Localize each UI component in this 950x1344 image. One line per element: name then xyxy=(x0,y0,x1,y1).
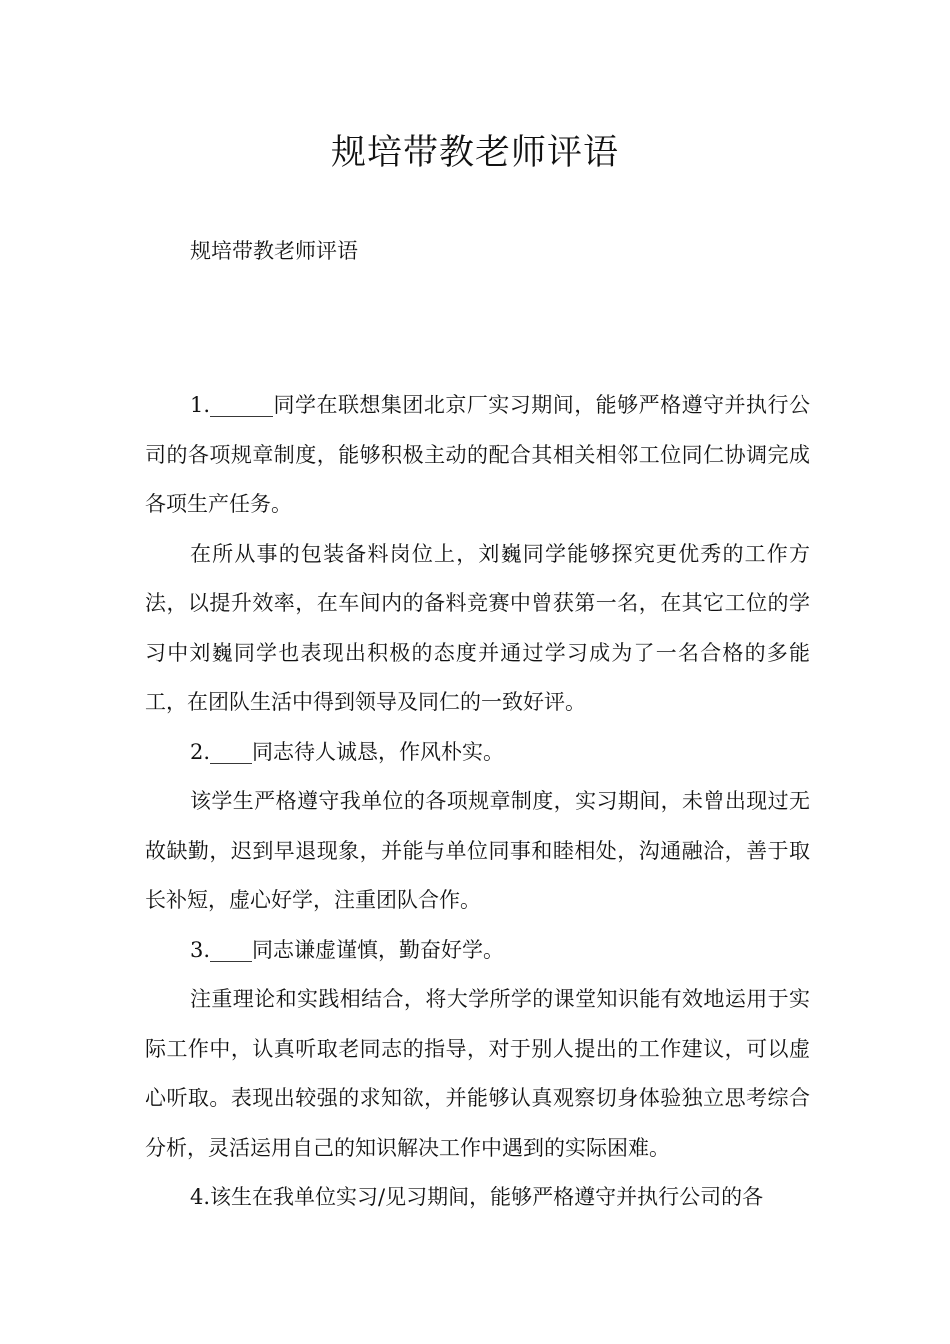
paragraph-5: 3.____同志谦虚谨慎，勤奋好学。 xyxy=(190,937,505,962)
paragraph-6: 注重理论和实践相结合，将大学所学的课堂知识能有效地运用于实际工作中，认真听取老同志的指导，对于别人提出的工作建议，可以虚心听取。表现出较强的求知欲，并能够认真观察切身体验独立思考综合分析，灵活运用自己的知识解决工作中遇到的实际困难。 xyxy=(145,987,810,1160)
paragraph-2: 在所从事的包装备料岗位上，刘巍同学能够探究更优秀的工作方法，以提升效率，在车间内的备料竞赛中曾获第一名，在其它工位的学习中刘巍同学也表现出积极的态度并通过学习成为了一名合格的多能工，在团队生活中得到领导及同仁的一致好评。 xyxy=(145,541,810,714)
paragraph-3: 2.____同志待人诚恳，作风朴实。 xyxy=(190,739,505,764)
document-body xyxy=(145,381,810,1223)
paragraph-1: 1.______同学在联想集团北京厂实习期间，能够严格遵守并执行公司的各项规章制度，能够积极主动的配合其相关相邻工位同仁协调完成各项生产任务。 xyxy=(145,393,810,516)
paragraph-7: 4.该生在我单位实习/见习期间，能够严格遵守并执行公司的各 xyxy=(190,1185,764,1209)
document-subtitle: 规培带教老师评语 xyxy=(190,239,358,263)
paragraph-4: 该学生严格遵守我单位的各项规章制度，实习期间，未曾出现过无故缺勤，迟到早退现象，并能与单位同事和睦相处，沟通融洽，善于取长补短，虚心好学，注重团队合作。 xyxy=(145,789,810,912)
document-title: 规培带教老师评语 xyxy=(330,133,619,173)
